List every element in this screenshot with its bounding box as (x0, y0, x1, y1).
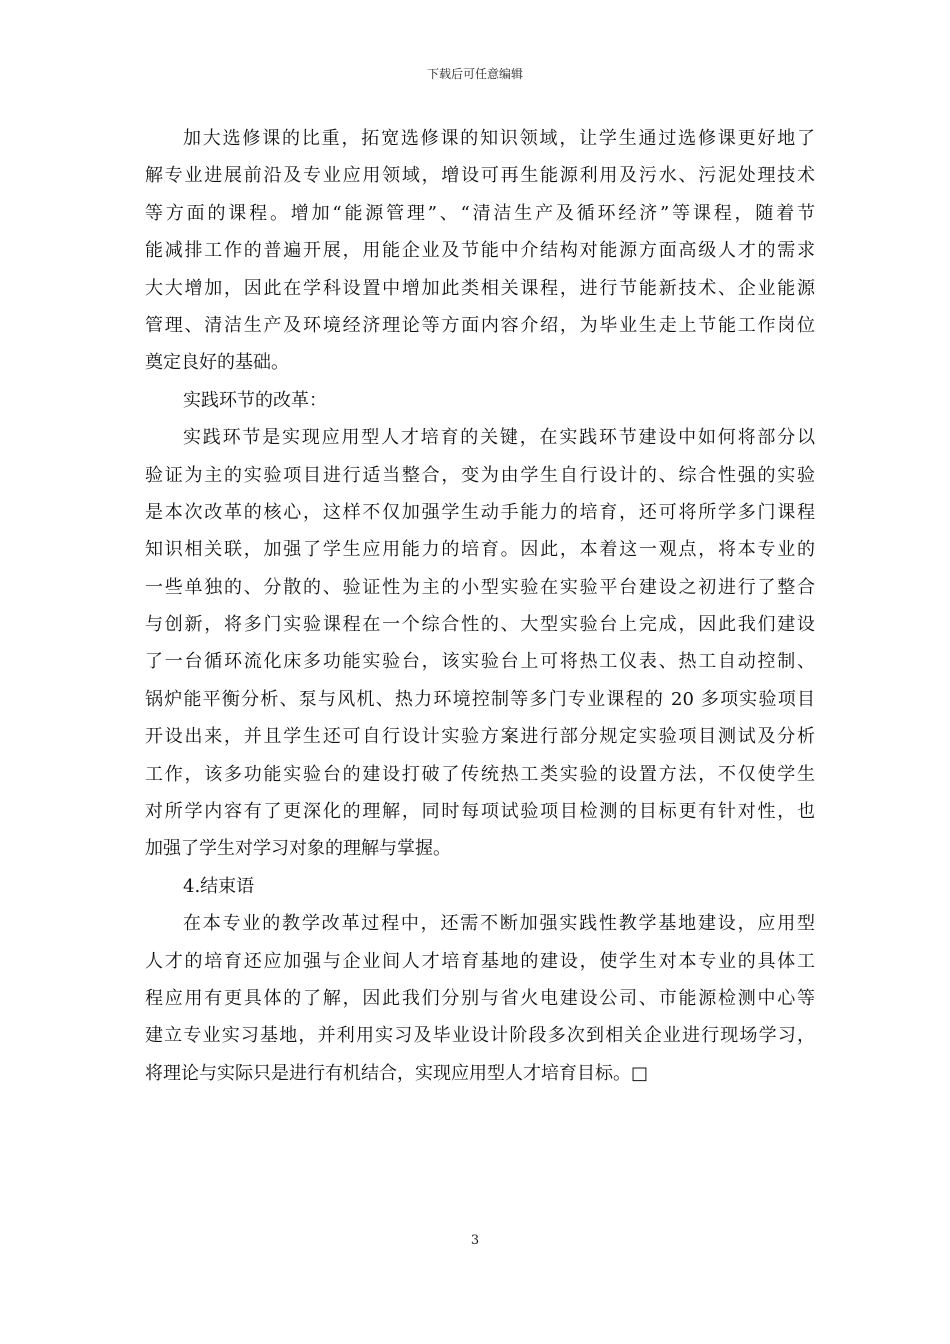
text-line: 解专业进展前沿及专业应用领域，增设可再生能源利用及污水、污泥处理技术 (145, 165, 815, 187)
text-line: 开设出来，并且学生还可自行设计实验方案进行部分规定实验项目测试及分析 (145, 726, 815, 748)
text-line: 知识相关联，加强了学生应用能力的培育。因此，本着这一观点，将本专业的 (145, 539, 815, 561)
text-line: 将理论与实际只是进行有机结合，实现应用型人才培育目标。□ (145, 1062, 649, 1084)
text-line: 加大选修课的比重，拓宽选修课的知识领域，让学生通过选修课更好地了 (183, 128, 815, 149)
page-number: 3 (470, 1233, 480, 1248)
text-line: 管理、清洁生产及环境经济理论等方面内容介绍，为毕业生走上节能工作岗位 (145, 314, 815, 336)
text-line: 能减排工作的普遍开展，用能企业及节能中介结构对能源方面高级人才的需求 (145, 240, 815, 262)
text-line: 在本专业的教学改革过程中，还需不断加强实践性教学基地建设，应用型 (183, 913, 815, 935)
text-line: 等方面的课程。增加“能源管理”、“清洁生产及循环经济”等课程，随着节 (145, 202, 815, 224)
text-line: 工作，该多功能实验台的建设打破了传统热工类实验的设置方法，不仅使学生 (145, 763, 815, 785)
text-line: 奠定良好的基础。 (145, 352, 289, 374)
document-body (145, 120, 815, 1092)
text-line: 4.结束语 (183, 875, 255, 897)
page-header: 下载后可任意编辑 (426, 67, 523, 81)
text-line: 是本次改革的核心，这样不仅加强学生动手能力的培育，还可将所学多门课程 (145, 501, 815, 523)
text-line: 大大增加，因此在学科设置中增加此类相关课程，进行节能新技术、企业能源 (145, 277, 815, 299)
text-line: 了一台循环流化床多功能实验台，该实验台上可将热工仪表、热工自动控制、 (145, 651, 815, 673)
text-line: 一些单独的、分散的、验证性为主的小型实验在实验平台建设之初进行了整合 (145, 576, 815, 598)
text-line: 人才的培育还应加强与企业间人才培育基地的建设，使学生对本专业的具体工 (145, 950, 815, 972)
text-line: 实践环节是实现应用型人才培育的关键，在实践环节建设中如何将部分以 (183, 427, 815, 449)
text-line: 实践环节的改革： (183, 389, 327, 411)
text-line: 加强了学生对学习对象的理解与掌握。 (145, 838, 451, 860)
text-line: 对所学内容有了更深化的理解，同时每项试验项目检测的目标更有针对性，也 (145, 801, 815, 823)
text-line: 验证为主的实验项目进行适当整合，变为由学生自行设计的、综合性强的实验 (145, 464, 815, 486)
text-line: 与创新，将多门实验课程在一个综合性的、大型实验台上完成，因此我们建设 (145, 614, 815, 636)
text-line: 建立专业实习基地，并利用实习及毕业设计阶段多次到相关企业进行现场学习， (145, 1025, 815, 1047)
text-line: 锅炉能平衡分析、泵与风机、热力环境控制等多门专业课程的 20 多项实验项目 (145, 688, 815, 710)
text-line: 程应用有更具体的了解，因此我们分别与省火电建设公司、市能源检测中心等 (145, 987, 815, 1009)
